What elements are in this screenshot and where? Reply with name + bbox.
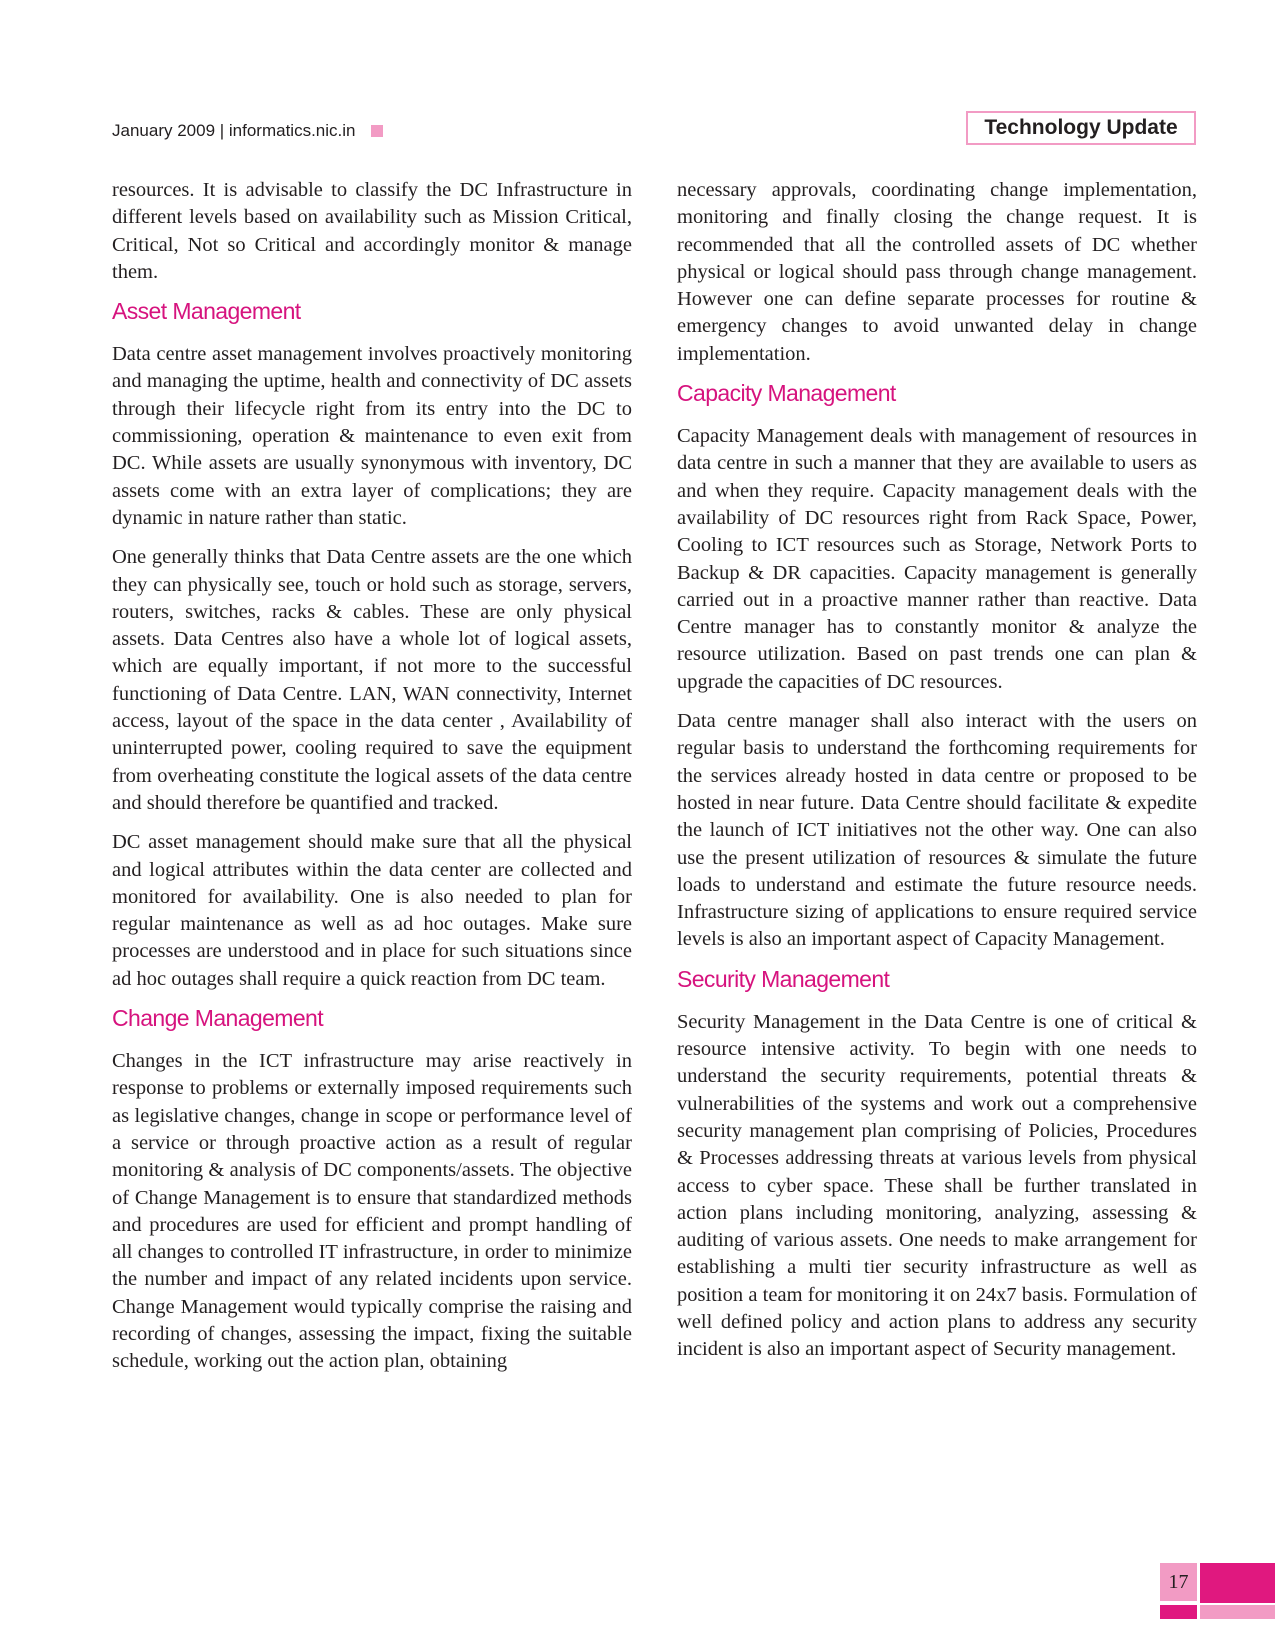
paragraph-asset-monitoring: DC asset management should make sure that all the physical and logical attributes within the data center are collected and monitored for availability. One is also needed to plan for regular maintenance as well as ad hoc outages. Make sure processes are understood and in place for such situations since ad hoc outages shall require a quick reaction from DC team. xyxy=(112,831,632,990)
header-issue-info xyxy=(112,121,383,141)
paragraph-change-intro: Changes in the ICT infrastructure may arise reactively in response to problems or externally imposed requirements such as legislative changes, change in scope or performance level of a service or through proactive action as a result of regular monitoring & analysis of DC components/assets. The objective of Change Management is to ensure that standardized methods and procedures are used for efficient and prompt handling of all changes to controlled IT infrastructure, in order to minimize the number and impact of any related incidents upon service. Change Management would typically comprise the raising and recording of changes, assessing the impact, fixing the suitable schedule, working out the action plan, obtaining xyxy=(112,1050,632,1373)
footer-accent-block xyxy=(1200,1563,1275,1603)
paragraph-asset-intro: Data centre asset management involves proactively monitoring and managing the uptime, health and connectivity of DC assets through their lifecycle right from its entry into the DC to commissioning, operation & maintenance to even exit from DC. While assets are usually synonymous with inventory, DC assets come with an extra layer of complications; they are dynamic in nature rather than static. xyxy=(112,343,632,529)
left-column xyxy=(112,177,632,1388)
heading-change-management: Change Management xyxy=(112,1005,324,1032)
page-number: 17 xyxy=(1160,1563,1197,1601)
section-label: Technology Update xyxy=(966,111,1196,145)
paragraph-change-continued: necessary approvals, coordinating change implementation, monitoring and finally closing the change request. It is recommended that all the controlled assets of DC whether physical or logical should pass through change management. However one can define separate processes for routine & emergency changes to avoid unwanted delay in change implementation. xyxy=(677,179,1197,365)
footer-accent-strip-right xyxy=(1200,1605,1275,1619)
heading-security-management: Security Management xyxy=(677,965,890,992)
heading-capacity-management: Capacity Management xyxy=(677,380,896,407)
paragraph-asset-types: One generally thinks that Data Centre assets are the one which they can physically see, touch or hold such as storage, servers, routers, switches, racks & cables. These are only physical assets. Data Centres also have a whole lot of logical assets, which are equally important, if not more to the successful functioning of Data Centre. LAN, WAN connectivity, Internet access, layout of the space in the data center , Availability of uninterrupted power, cooling required to save the equipment from overheating constitute the logical assets of the data centre and should therefore be quantified and tracked. xyxy=(112,546,632,814)
heading-asset-management: Asset Management xyxy=(112,298,301,325)
paragraph-capacity-planning: Data centre manager shall also interact with the users on regular basis to understand the forthcoming requirements for the services already hosted in data centre or proposed to be hosted in near future. Data Centre should facilitate & expedite the launch of ICT initiatives not the other way. One can also use the present utilization of resources & simulate the future loads to understand and estimate the future resource needs. Infrastructure sizing of applications to ensure required service levels is also an important aspect of Capacity Management. xyxy=(677,710,1197,951)
paragraph-capacity-intro: Capacity Management deals with management of resources in data centre in such a manner that they are available to users as and when they require. Capacity management deals with the availability of DC resources right from Rack Space, Power, Cooling to ICT resources such as Storage, Network Ports to Backup & DR capacities. Capacity management is generally carried out in a proactive manner rather than reactive. Data Centre manager has to constantly monitor & analyze the resource utilization. Based on past trends one can plan & upgrade the capacities of DC resources. xyxy=(677,425,1197,693)
paragraph-security-intro: Security Management in the Data Centre is one of critical & resource intensive activity. To begin with one needs to understand the security requirements, potential threats & vulnerabilities of the systems and work out a comprehensive security management plan comprising of Policies, Procedures & Processes addressing threats at various levels from physical access to cyber space. These shall be further translated in action plans including monitoring, analyzing, assessing & auditing of various assets. One needs to make arrangement for establishing a multi tier security infrastructure as well as position a team for monitoring it on 24x7 basis. Formulation of well defined policy and action plans to address any security incident is also an important aspect of Security management. xyxy=(677,1010,1197,1361)
header-date-site: January 2009 | informatics.nic.in xyxy=(112,121,356,140)
right-column xyxy=(677,177,1197,1376)
header-square-decoration xyxy=(371,125,383,137)
footer-accent-strip-left xyxy=(1160,1605,1197,1619)
paragraph-dc-classification: resources. It is advisable to classify the DC Infrastructure in different levels based on availability such as Mission Critical, Critical, Not so Critical and accordingly monitor & manage them. xyxy=(112,179,632,283)
